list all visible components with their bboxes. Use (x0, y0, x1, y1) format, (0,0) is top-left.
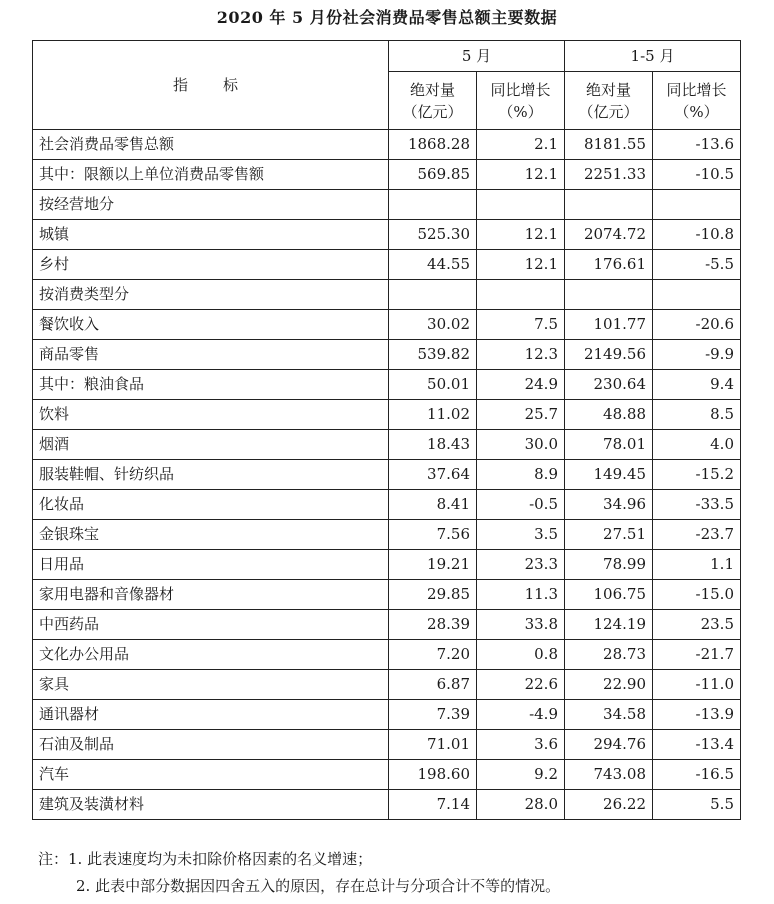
cell-ytd-yoy (653, 280, 741, 310)
cell-may-abs: 30.02 (389, 310, 477, 340)
cell-may-yoy (477, 280, 565, 310)
cell-may-yoy: 11.3 (477, 580, 565, 610)
cell-may-yoy: 33.8 (477, 610, 565, 640)
cell-may-yoy: 12.1 (477, 220, 565, 250)
cell-ytd-yoy: 1.1 (653, 550, 741, 580)
header-period-may: 5 月 (389, 41, 565, 72)
cell-ytd-yoy: -13.9 (653, 700, 741, 730)
row-label: 社会消费品零售总额 (33, 130, 389, 160)
table-row (33, 550, 741, 580)
cell-ytd-abs: 22.90 (565, 670, 653, 700)
cell-ytd-abs (565, 280, 653, 310)
data-table (32, 40, 741, 820)
header-ytd-yoy (653, 72, 741, 130)
table-row (33, 280, 741, 310)
cell-may-abs (389, 190, 477, 220)
table-body (33, 130, 741, 820)
cell-ytd-abs: 124.19 (565, 610, 653, 640)
cell-may-yoy: 25.7 (477, 400, 565, 430)
table-row (33, 460, 741, 490)
cell-ytd-abs: 34.58 (565, 700, 653, 730)
cell-may-abs: 6.87 (389, 670, 477, 700)
table-row (33, 370, 741, 400)
header-abs-unit: （亿元） (402, 102, 463, 121)
cell-ytd-abs: 34.96 (565, 490, 653, 520)
cell-ytd-abs: 294.76 (565, 730, 653, 760)
cell-may-yoy: 3.6 (477, 730, 565, 760)
table-row (33, 610, 741, 640)
footnotes (38, 846, 560, 900)
cell-may-yoy: 22.6 (477, 670, 565, 700)
row-label: 乡村 (33, 250, 389, 280)
cell-ytd-yoy: 23.5 (653, 610, 741, 640)
cell-may-abs: 7.14 (389, 790, 477, 820)
cell-ytd-abs: 78.99 (565, 550, 653, 580)
cell-may-yoy: 12.3 (477, 340, 565, 370)
cell-may-yoy: 12.1 (477, 250, 565, 280)
cell-ytd-yoy: -10.5 (653, 160, 741, 190)
table-row (33, 580, 741, 610)
footnote-2: 2. 此表中部分数据因四舍五入的原因，存在总计与分项合计不等的情况。 (76, 877, 561, 895)
cell-may-abs: 19.21 (389, 550, 477, 580)
table-row (33, 160, 741, 190)
header-yoy-unit: （%） (498, 102, 543, 121)
cell-ytd-yoy: -16.5 (653, 760, 741, 790)
table-row (33, 760, 741, 790)
header-yoy-label: 同比增长 (666, 80, 727, 99)
cell-may-yoy: 2.1 (477, 130, 565, 160)
header-abs-label: 绝对量 (585, 80, 631, 99)
row-label: 饮料 (33, 400, 389, 430)
row-label: 文化办公用品 (33, 640, 389, 670)
cell-ytd-abs: 743.08 (565, 760, 653, 790)
cell-may-abs: 71.01 (389, 730, 477, 760)
cell-ytd-abs: 106.75 (565, 580, 653, 610)
row-label: 建筑及装潢材料 (33, 790, 389, 820)
cell-ytd-yoy: -11.0 (653, 670, 741, 700)
table-row (33, 730, 741, 760)
page-title: 2020 年 5 月份社会消费品零售总额主要数据 (216, 8, 558, 27)
cell-may-abs: 18.43 (389, 430, 477, 460)
cell-ytd-abs: 26.22 (565, 790, 653, 820)
cell-may-abs: 198.60 (389, 760, 477, 790)
row-label: 日用品 (33, 550, 389, 580)
cell-ytd-yoy: -23.7 (653, 520, 741, 550)
footnote-1: 注：1. 此表速度均为未扣除价格因素的名义增速； (38, 850, 373, 868)
cell-ytd-yoy: -9.9 (653, 340, 741, 370)
cell-ytd-yoy: -10.8 (653, 220, 741, 250)
row-label: 按消费类型分 (33, 280, 389, 310)
row-label: 其中：粮油食品 (33, 370, 389, 400)
table-row (33, 520, 741, 550)
cell-may-yoy: -4.9 (477, 700, 565, 730)
cell-may-yoy (477, 190, 565, 220)
cell-ytd-yoy: -5.5 (653, 250, 741, 280)
table-row (33, 670, 741, 700)
cell-may-abs: 11.02 (389, 400, 477, 430)
cell-ytd-abs: 2251.33 (565, 160, 653, 190)
table-row (33, 700, 741, 730)
row-label: 中西药品 (33, 610, 389, 640)
cell-ytd-abs: 2149.56 (565, 340, 653, 370)
cell-may-abs: 7.39 (389, 700, 477, 730)
cell-ytd-yoy: -15.2 (653, 460, 741, 490)
header-period-ytd: 1-5 月 (565, 41, 741, 72)
row-label: 服装鞋帽、针纺织品 (33, 460, 389, 490)
cell-may-yoy: 0.8 (477, 640, 565, 670)
table-row (33, 310, 741, 340)
table-row (33, 220, 741, 250)
cell-may-yoy: 9.2 (477, 760, 565, 790)
cell-ytd-yoy: -13.6 (653, 130, 741, 160)
row-label: 汽车 (33, 760, 389, 790)
cell-ytd-abs: 230.64 (565, 370, 653, 400)
cell-ytd-abs: 176.61 (565, 250, 653, 280)
cell-ytd-yoy: 4.0 (653, 430, 741, 460)
cell-may-yoy: 24.9 (477, 370, 565, 400)
row-label: 通讯器材 (33, 700, 389, 730)
cell-ytd-yoy: 8.5 (653, 400, 741, 430)
cell-ytd-yoy (653, 190, 741, 220)
cell-may-yoy: -0.5 (477, 490, 565, 520)
cell-may-yoy: 3.5 (477, 520, 565, 550)
table-row (33, 490, 741, 520)
cell-ytd-yoy: 5.5 (653, 790, 741, 820)
table-row (33, 340, 741, 370)
row-label: 其中：限额以上单位消费品零售额 (33, 160, 389, 190)
table-row (33, 640, 741, 670)
row-label: 化妆品 (33, 490, 389, 520)
cell-may-yoy: 23.3 (477, 550, 565, 580)
header-may-yoy (477, 72, 565, 130)
row-label: 餐饮收入 (33, 310, 389, 340)
cell-may-abs: 44.55 (389, 250, 477, 280)
header-abs-unit: （亿元） (578, 102, 639, 121)
header-ytd-abs (565, 72, 653, 130)
row-label: 烟酒 (33, 430, 389, 460)
cell-ytd-abs (565, 190, 653, 220)
cell-may-abs (389, 280, 477, 310)
cell-ytd-yoy: -13.4 (653, 730, 741, 760)
cell-ytd-abs: 8181.55 (565, 130, 653, 160)
cell-may-abs: 7.56 (389, 520, 477, 550)
cell-ytd-abs: 78.01 (565, 430, 653, 460)
cell-ytd-yoy: -20.6 (653, 310, 741, 340)
cell-ytd-abs: 2074.72 (565, 220, 653, 250)
header-indicator: 指 标 (33, 41, 389, 130)
cell-ytd-yoy: -33.5 (653, 490, 741, 520)
cell-may-abs: 29.85 (389, 580, 477, 610)
table-row (33, 130, 741, 160)
cell-ytd-abs: 101.77 (565, 310, 653, 340)
cell-ytd-abs: 48.88 (565, 400, 653, 430)
cell-ytd-yoy: -21.7 (653, 640, 741, 670)
row-label: 金银珠宝 (33, 520, 389, 550)
cell-may-abs: 1868.28 (389, 130, 477, 160)
cell-may-abs: 539.82 (389, 340, 477, 370)
header-abs-label: 绝对量 (409, 80, 455, 99)
cell-ytd-yoy: 9.4 (653, 370, 741, 400)
row-label: 城镇 (33, 220, 389, 250)
row-label: 家具 (33, 670, 389, 700)
header-yoy-unit: （%） (674, 102, 719, 121)
table-row (33, 430, 741, 460)
cell-may-abs: 569.85 (389, 160, 477, 190)
cell-may-yoy: 30.0 (477, 430, 565, 460)
header-may-abs (389, 72, 477, 130)
cell-may-yoy: 28.0 (477, 790, 565, 820)
cell-ytd-yoy: -15.0 (653, 580, 741, 610)
cell-may-yoy: 7.5 (477, 310, 565, 340)
table-row (33, 400, 741, 430)
cell-may-abs: 28.39 (389, 610, 477, 640)
row-label: 家用电器和音像器材 (33, 580, 389, 610)
table-row (33, 790, 741, 820)
cell-may-yoy: 8.9 (477, 460, 565, 490)
cell-may-abs: 50.01 (389, 370, 477, 400)
cell-ytd-abs: 28.73 (565, 640, 653, 670)
row-label: 按经营地分 (33, 190, 389, 220)
row-label: 商品零售 (33, 340, 389, 370)
header-yoy-label: 同比增长 (490, 80, 551, 99)
cell-may-abs: 37.64 (389, 460, 477, 490)
table-row (33, 190, 741, 220)
row-label: 石油及制品 (33, 730, 389, 760)
cell-may-abs: 8.41 (389, 490, 477, 520)
cell-may-yoy: 12.1 (477, 160, 565, 190)
header-row-periods (33, 41, 741, 72)
cell-ytd-abs: 149.45 (565, 460, 653, 490)
cell-ytd-abs: 27.51 (565, 520, 653, 550)
cell-may-abs: 525.30 (389, 220, 477, 250)
table-row (33, 250, 741, 280)
cell-may-abs: 7.20 (389, 640, 477, 670)
